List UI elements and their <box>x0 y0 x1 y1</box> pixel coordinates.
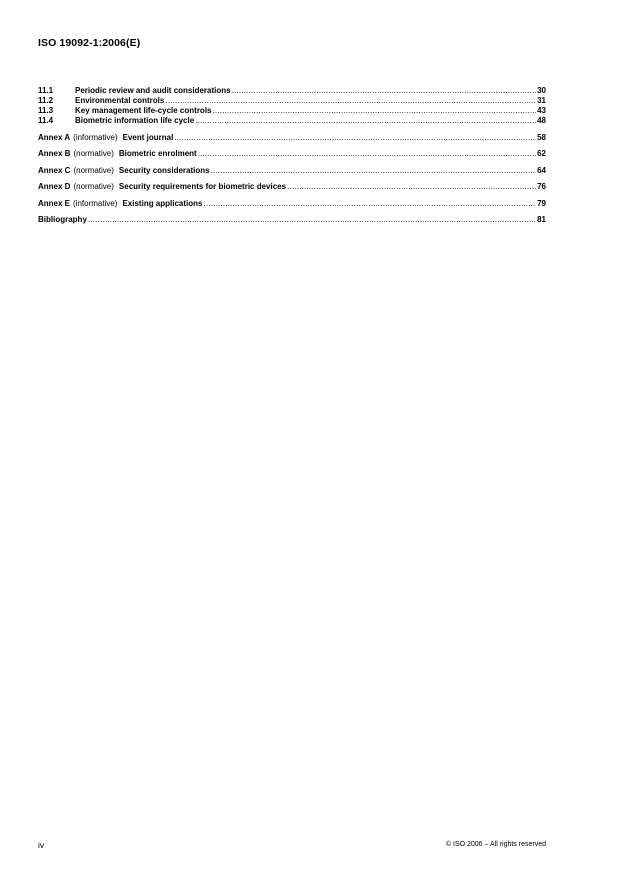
toc-leader-dots <box>88 215 536 225</box>
toc-annex-type: (informative) <box>73 198 118 208</box>
toc-entry-11-3[interactable] <box>38 106 546 116</box>
footer-page-number: iv <box>38 840 45 850</box>
toc-section-number: 11.1 <box>38 86 54 95</box>
toc-entry-bibliography[interactable] <box>38 215 546 225</box>
toc-annex-label: Annex B <box>38 149 71 158</box>
toc-annex-type: (informative) <box>73 132 118 142</box>
toc-entry-11-2[interactable] <box>38 96 546 106</box>
toc-page-number: 48 <box>537 116 546 125</box>
toc-annex-title: Event journal <box>122 132 174 142</box>
toc-entry-annex-d[interactable] <box>38 182 546 192</box>
toc-annex-label: Annex E <box>38 198 71 208</box>
toc-entry-11-1[interactable] <box>38 86 546 96</box>
toc-section-title: Biometric information life cycle <box>75 116 195 125</box>
toc-annex-type: (normative) <box>73 165 114 175</box>
toc-annex-title: Security considerations <box>118 165 210 175</box>
toc-page-number: 30 <box>537 86 546 95</box>
toc-leader-dots <box>232 86 536 96</box>
toc-page-number: 81 <box>537 215 546 224</box>
toc-entry-11-4[interactable] <box>38 116 546 126</box>
footer-copyright: © ISO 2006 – All rights reserved <box>445 841 546 848</box>
toc-annex-title: Security requirements for biometric devices <box>118 182 287 191</box>
table-of-contents <box>38 86 546 225</box>
toc-leader-dots <box>174 133 536 143</box>
toc-leader-dots <box>211 166 536 176</box>
toc-section-title: Periodic review and audit considerations <box>75 86 231 95</box>
toc-annex-type: (normative) <box>73 149 114 158</box>
toc-section-number: 11.3 <box>38 106 54 115</box>
toc-annex-label: Annex A <box>38 132 71 142</box>
toc-entry-annex-e[interactable] <box>38 199 546 209</box>
toc-entry-annex-b[interactable] <box>38 149 546 159</box>
toc-annex-label: Annex C <box>38 165 71 175</box>
toc-leader-dots <box>213 106 537 116</box>
toc-page-number: 43 <box>537 106 546 115</box>
toc-leader-dots <box>198 149 536 159</box>
toc-annex-type: (normative) <box>73 182 114 191</box>
toc-page-number: 76 <box>537 182 546 191</box>
toc-annex-label: Annex D <box>38 182 71 191</box>
toc-section-number: 11.2 <box>38 96 54 105</box>
toc-page-number: 79 <box>537 198 546 208</box>
toc-section-title: Key management life-cycle controls <box>75 106 212 115</box>
toc-section-title: Environmental controls <box>75 96 165 105</box>
toc-annex-title: Biometric enrolment <box>118 149 197 158</box>
toc-leader-dots <box>203 199 536 209</box>
document-header-title: ISO 19092-1:2006(E) <box>38 37 141 49</box>
toc-entry-annex-a[interactable] <box>38 133 546 143</box>
toc-annex-title: Existing applications <box>122 198 203 208</box>
toc-leader-dots <box>165 96 536 106</box>
toc-page-number: 62 <box>537 149 546 158</box>
toc-entry-annex-c[interactable] <box>38 166 546 176</box>
toc-page-number: 64 <box>537 165 546 175</box>
toc-leader-dots <box>287 182 536 192</box>
toc-section-number: 11.4 <box>38 116 54 125</box>
toc-page-number: 31 <box>537 96 546 105</box>
toc-page-number: 58 <box>537 132 546 142</box>
toc-bibliography-title: Bibliography <box>38 215 87 224</box>
toc-leader-dots <box>195 116 536 126</box>
